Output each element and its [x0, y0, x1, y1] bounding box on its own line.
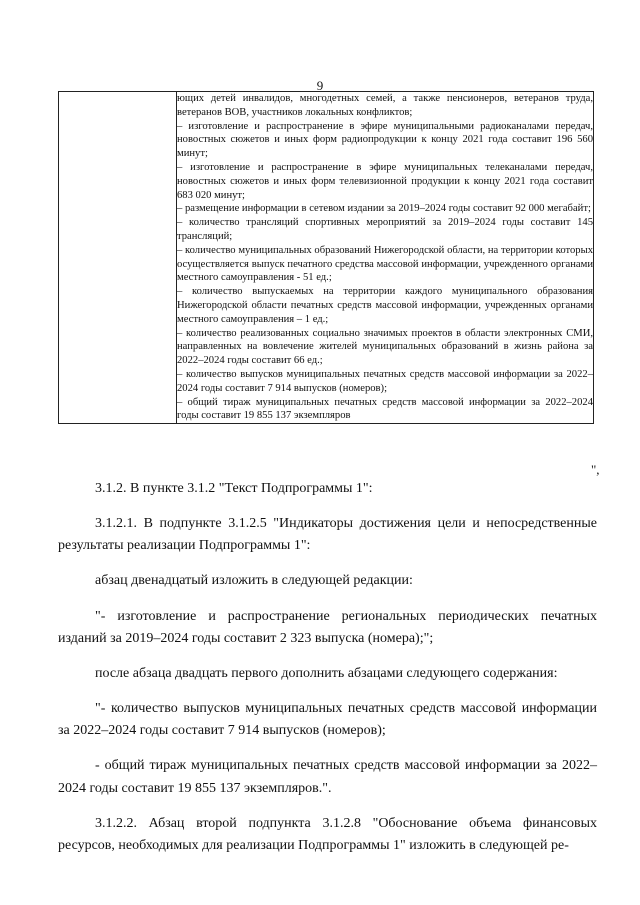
- document-body: [58, 478, 597, 870]
- paragraph: - общий тираж муниципальных печатных средств массовой информации за 2022–2024 годы составит 19 855 137 экземпляров.".: [58, 758, 597, 796]
- table-text-line: ющих детей инвалидов, многодетных семей, а также пенсионеров, ветеранов труда, ветеранов ВОВ, участников локальных конфликтов;: [177, 93, 593, 118]
- table-text-line: – изготовление и распространение в эфире муниципальных телеканалами передач, новостных сюжетов и иных форм телевизионной продукции к концу 2021 года составит 683 020 минут;: [177, 161, 593, 201]
- table-text-line: – общий тираж муниципальных печатных средств массовой информации за 2022–2024 годы составит 19 855 137 экземпляров: [177, 396, 593, 422]
- table-text-line: – количество реализованных социально значимых проектов в области электронных СМИ, направленных на вовлечение жителей муниципальных образований в жизнь района за 2022–2024 годы составит 66 ед.;: [177, 327, 593, 367]
- paragraph: "- изготовление и распространение региональных периодических печатных изданий за 2019–2024 годы составит 2 323 выпуска (номера);";: [58, 608, 597, 646]
- table-text-line: – количество муниципальных образований Нижегородской области, на территории которых осуществляется выпуск печатного средства массовой информации, учрежденного органами местного самоуправления - 51 ед.;: [177, 244, 593, 284]
- indicators-table: [58, 91, 594, 424]
- paragraph: 3.1.2.1. В подпункте 3.1.2.5 "Индикаторы достижения цели и непосредственные результаты реализации Подпрограммы 1":: [58, 516, 597, 554]
- table-left-cell: [59, 92, 177, 424]
- page-number: 9: [316, 78, 324, 93]
- paragraph: после абзаца двадцать первого дополнить абзацами следующего содержания:: [95, 665, 558, 681]
- table-right-cell: [177, 92, 594, 424]
- table-text-line: – изготовление и распространение в эфире муниципальными радиоканалами передач, новостных сюжетов и иных форм радиопродукции к концу 2021 года составит 196 560 минут;: [177, 120, 593, 160]
- table-text-line: – количество выпусков муниципальных печатных средств массовой информации за 2022–2024 годы составит 7 914 выпусков (номеров);: [177, 368, 593, 394]
- paragraph: 3.1.2.2. Абзац второй подпункта 3.1.2.8 "Обоснование объема финансовых ресурсов, необходимых для реализации Подпрограммы 1" изложить в следующей ре-: [58, 815, 597, 854]
- table-text-line: – размещение информации в сетевом издании за 2019–2024 годы составит 92 000 мегабайт;: [177, 203, 591, 215]
- table-text-line: – количество выпускаемых на территории каждого муниципального образования Нижегородской области печатных средств массовой информации, учрежденных органами местного самоуправления – 1 ед.;: [177, 286, 593, 325]
- paragraph: "- количество выпусков муниципальных печатных средств массовой информации за 2022–2024 годы составит 7 914 выпусков (номеров);: [58, 701, 597, 739]
- closing-quote: ",: [591, 462, 600, 477]
- table-row: [59, 92, 594, 424]
- paragraph: абзац двенадцатый изложить в следующей редакции:: [95, 573, 413, 589]
- table-text-line: – количество трансляций спортивных мероприятий за 2019–2024 годы составит 145 трансляций;: [177, 217, 593, 242]
- paragraph: 3.1.2. В пункте 3.1.2 "Текст Подпрограммы 1":: [95, 481, 373, 496]
